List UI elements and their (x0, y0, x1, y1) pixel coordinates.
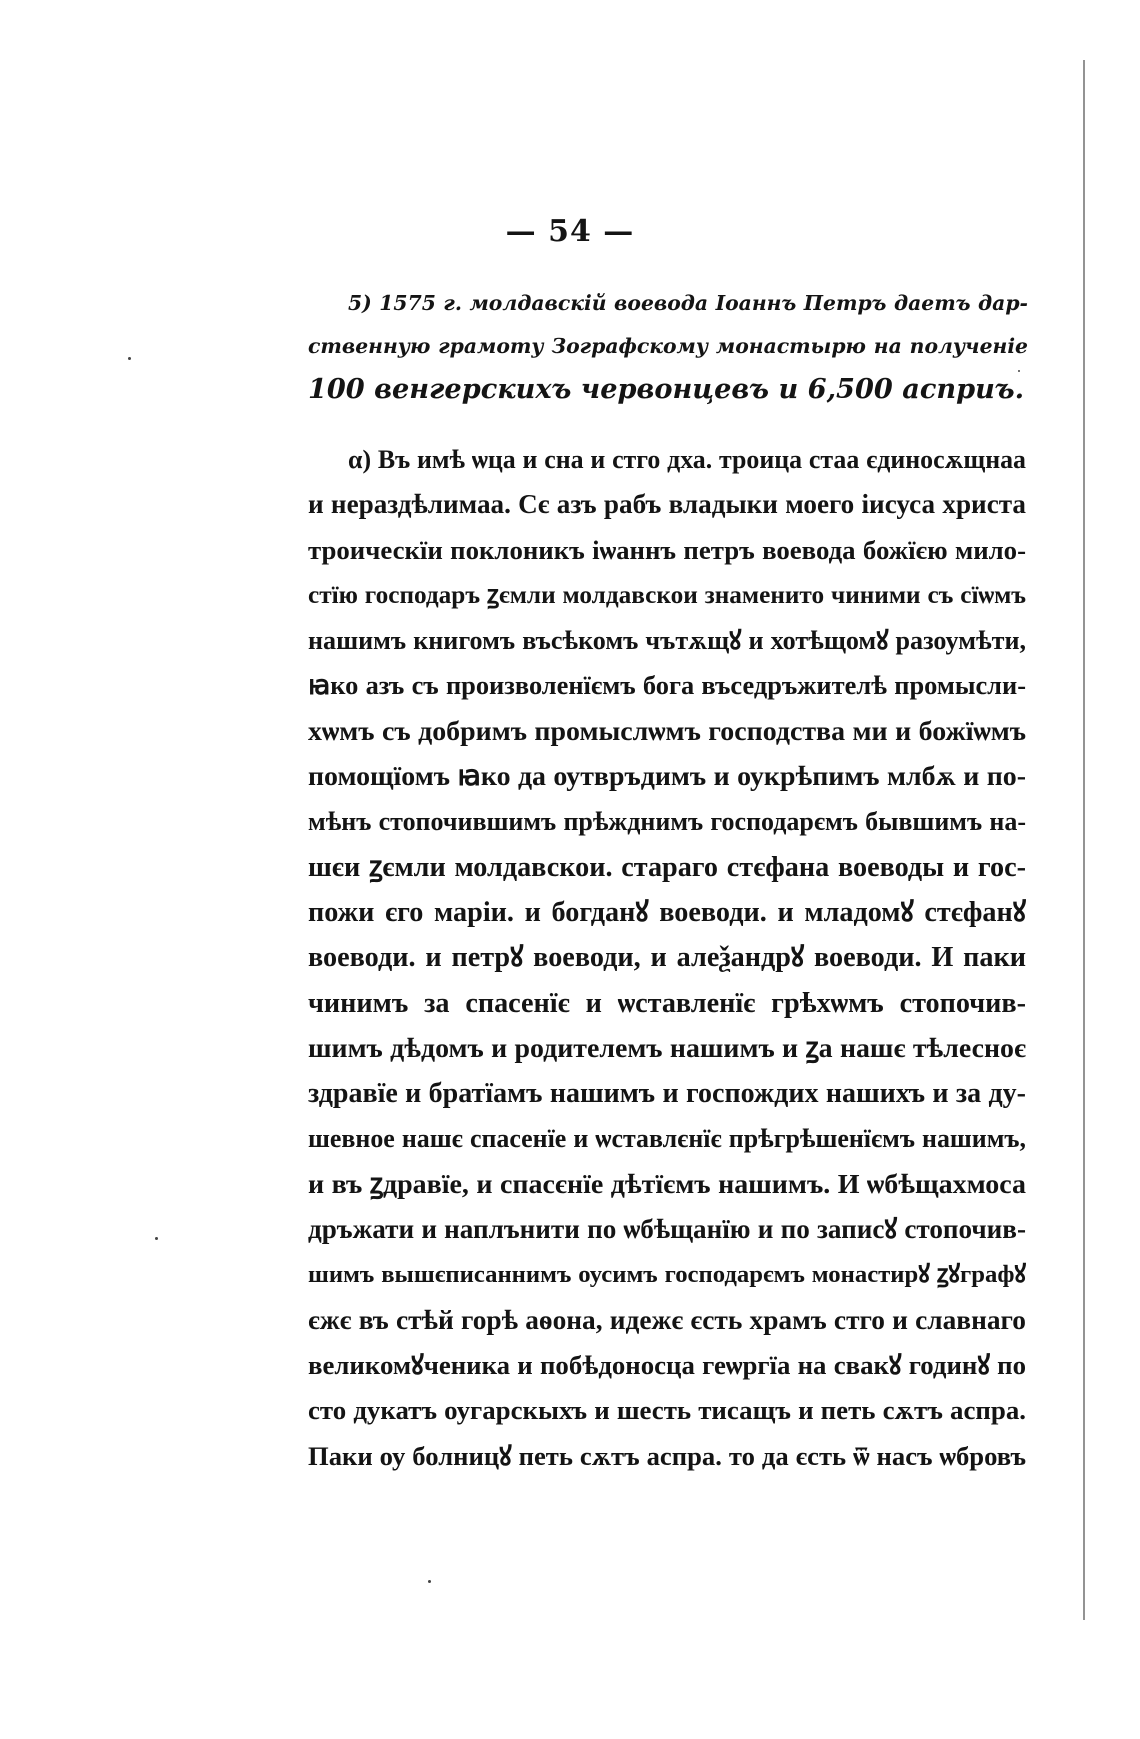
text-line: ꙗко азъ съ произволенїємъ бога въседръжителѣ промысли- (308, 670, 1026, 701)
text-line: и въ ꙁдравїе, и спасєнїе дѣтїємъ нашимъ. И ѡбѣщахмоса (308, 1168, 1026, 1200)
text-line: помощїомъ ꙗко да оутвръдимъ и оукрѣпимъ млбѫ и по- (308, 761, 1026, 793)
text-line: здравїе и братїамъ нашимъ и госпождих нашихъ и за ду- (308, 1078, 1026, 1110)
text-line: чинимъ за спасенїє и ѡставленїє грѣхѡмъ стопочив- (308, 987, 1026, 1019)
text-line: воеводи. и петрꙋ воеводи, и алеѯандрꙋ воеводи. И паки (308, 942, 1026, 974)
page-edge-rule (1083, 60, 1085, 1620)
document-heading (308, 282, 1028, 411)
text-line: нашимъ книгомъ въсѣкомъ чътѫщꙋ и хотѣщомꙋ разоумѣти, (308, 626, 1026, 656)
text-line: и нераздѣлимаа. Сє азъ рабъ владыки моего іисуса христа (308, 489, 1026, 520)
page-number: — 54 — (505, 214, 635, 249)
charter-text (308, 437, 1026, 1479)
text-line: єжє въ стѣй горѣ аѳона, идежє єсть храмъ стго и славнаго (308, 1304, 1026, 1335)
text-line: стїю господаръ ꙁємли молдавскои знаменито чиними съ сїѡмъ (308, 580, 1026, 609)
text-line: великомꙋченика и побѣдоносца геѡргїа на свакꙋ годинꙋ по (308, 1349, 1026, 1380)
text-line: шевное нашє спасенїе и ѡставлєнїє прѣгрѣшенїємъ нашимъ, (308, 1124, 1026, 1154)
heading-line: ственную грамоту Зографскому монастырю на полученіе (308, 334, 1028, 358)
text-line: шєи ꙁємли молдавскои. стараго стєфана воеводы и гос- (308, 851, 1026, 883)
text-line: пожи єго маріи. и богданꙋ воеводи. и младомꙋ стєфанꙋ (308, 896, 1026, 928)
scan-speck (155, 1237, 158, 1240)
text-line: α) Въ имѣ ѡца и сна и стго дха. троица стаа єдиносѫщнаа (348, 445, 1026, 474)
text-line: троическїи поклоникъ іѡаннъ петръ воевода божїєю мило- (308, 534, 1026, 565)
text-line: Паки оу болницꙋ петь сѫтъ аспра. то да єсть ѿ насъ ѡбровъ (308, 1440, 1026, 1471)
scan-speck (428, 1580, 431, 1583)
text-line: шимъ вышєписаннимъ оусимъ господарємъ монастирꙋ ꙁꙋграфꙋ (308, 1261, 1026, 1289)
scan-speck (1018, 370, 1020, 372)
scan-speck (128, 357, 131, 360)
text-line: сто дукатъ оугарскыхъ и шесть тисащъ и петь сѫтъ аспра. (308, 1395, 1026, 1426)
text-line: хѡмъ съ добримъ промыслѡмъ господства ми и божїѡмъ (308, 715, 1026, 747)
text-line: шимъ дѣдомъ и родителемъ нашимъ и ꙁа нашє тѣлесноє (308, 1032, 1026, 1064)
text-line: дръжати и наплънити по ѡбѣщанїю и по записꙋ стопочив- (308, 1214, 1026, 1245)
heading-line: 5) 1575 г. молдавскій воевода Іоаннъ Петръ даетъ дар- (348, 291, 1028, 315)
text-line: мѣнъ стопочившимъ прѣжднимъ господарємъ бывшимъ на- (308, 807, 1026, 837)
heading-line: 100 венгерскихъ червонцевъ и 6,500 асприъ. (308, 373, 1025, 405)
